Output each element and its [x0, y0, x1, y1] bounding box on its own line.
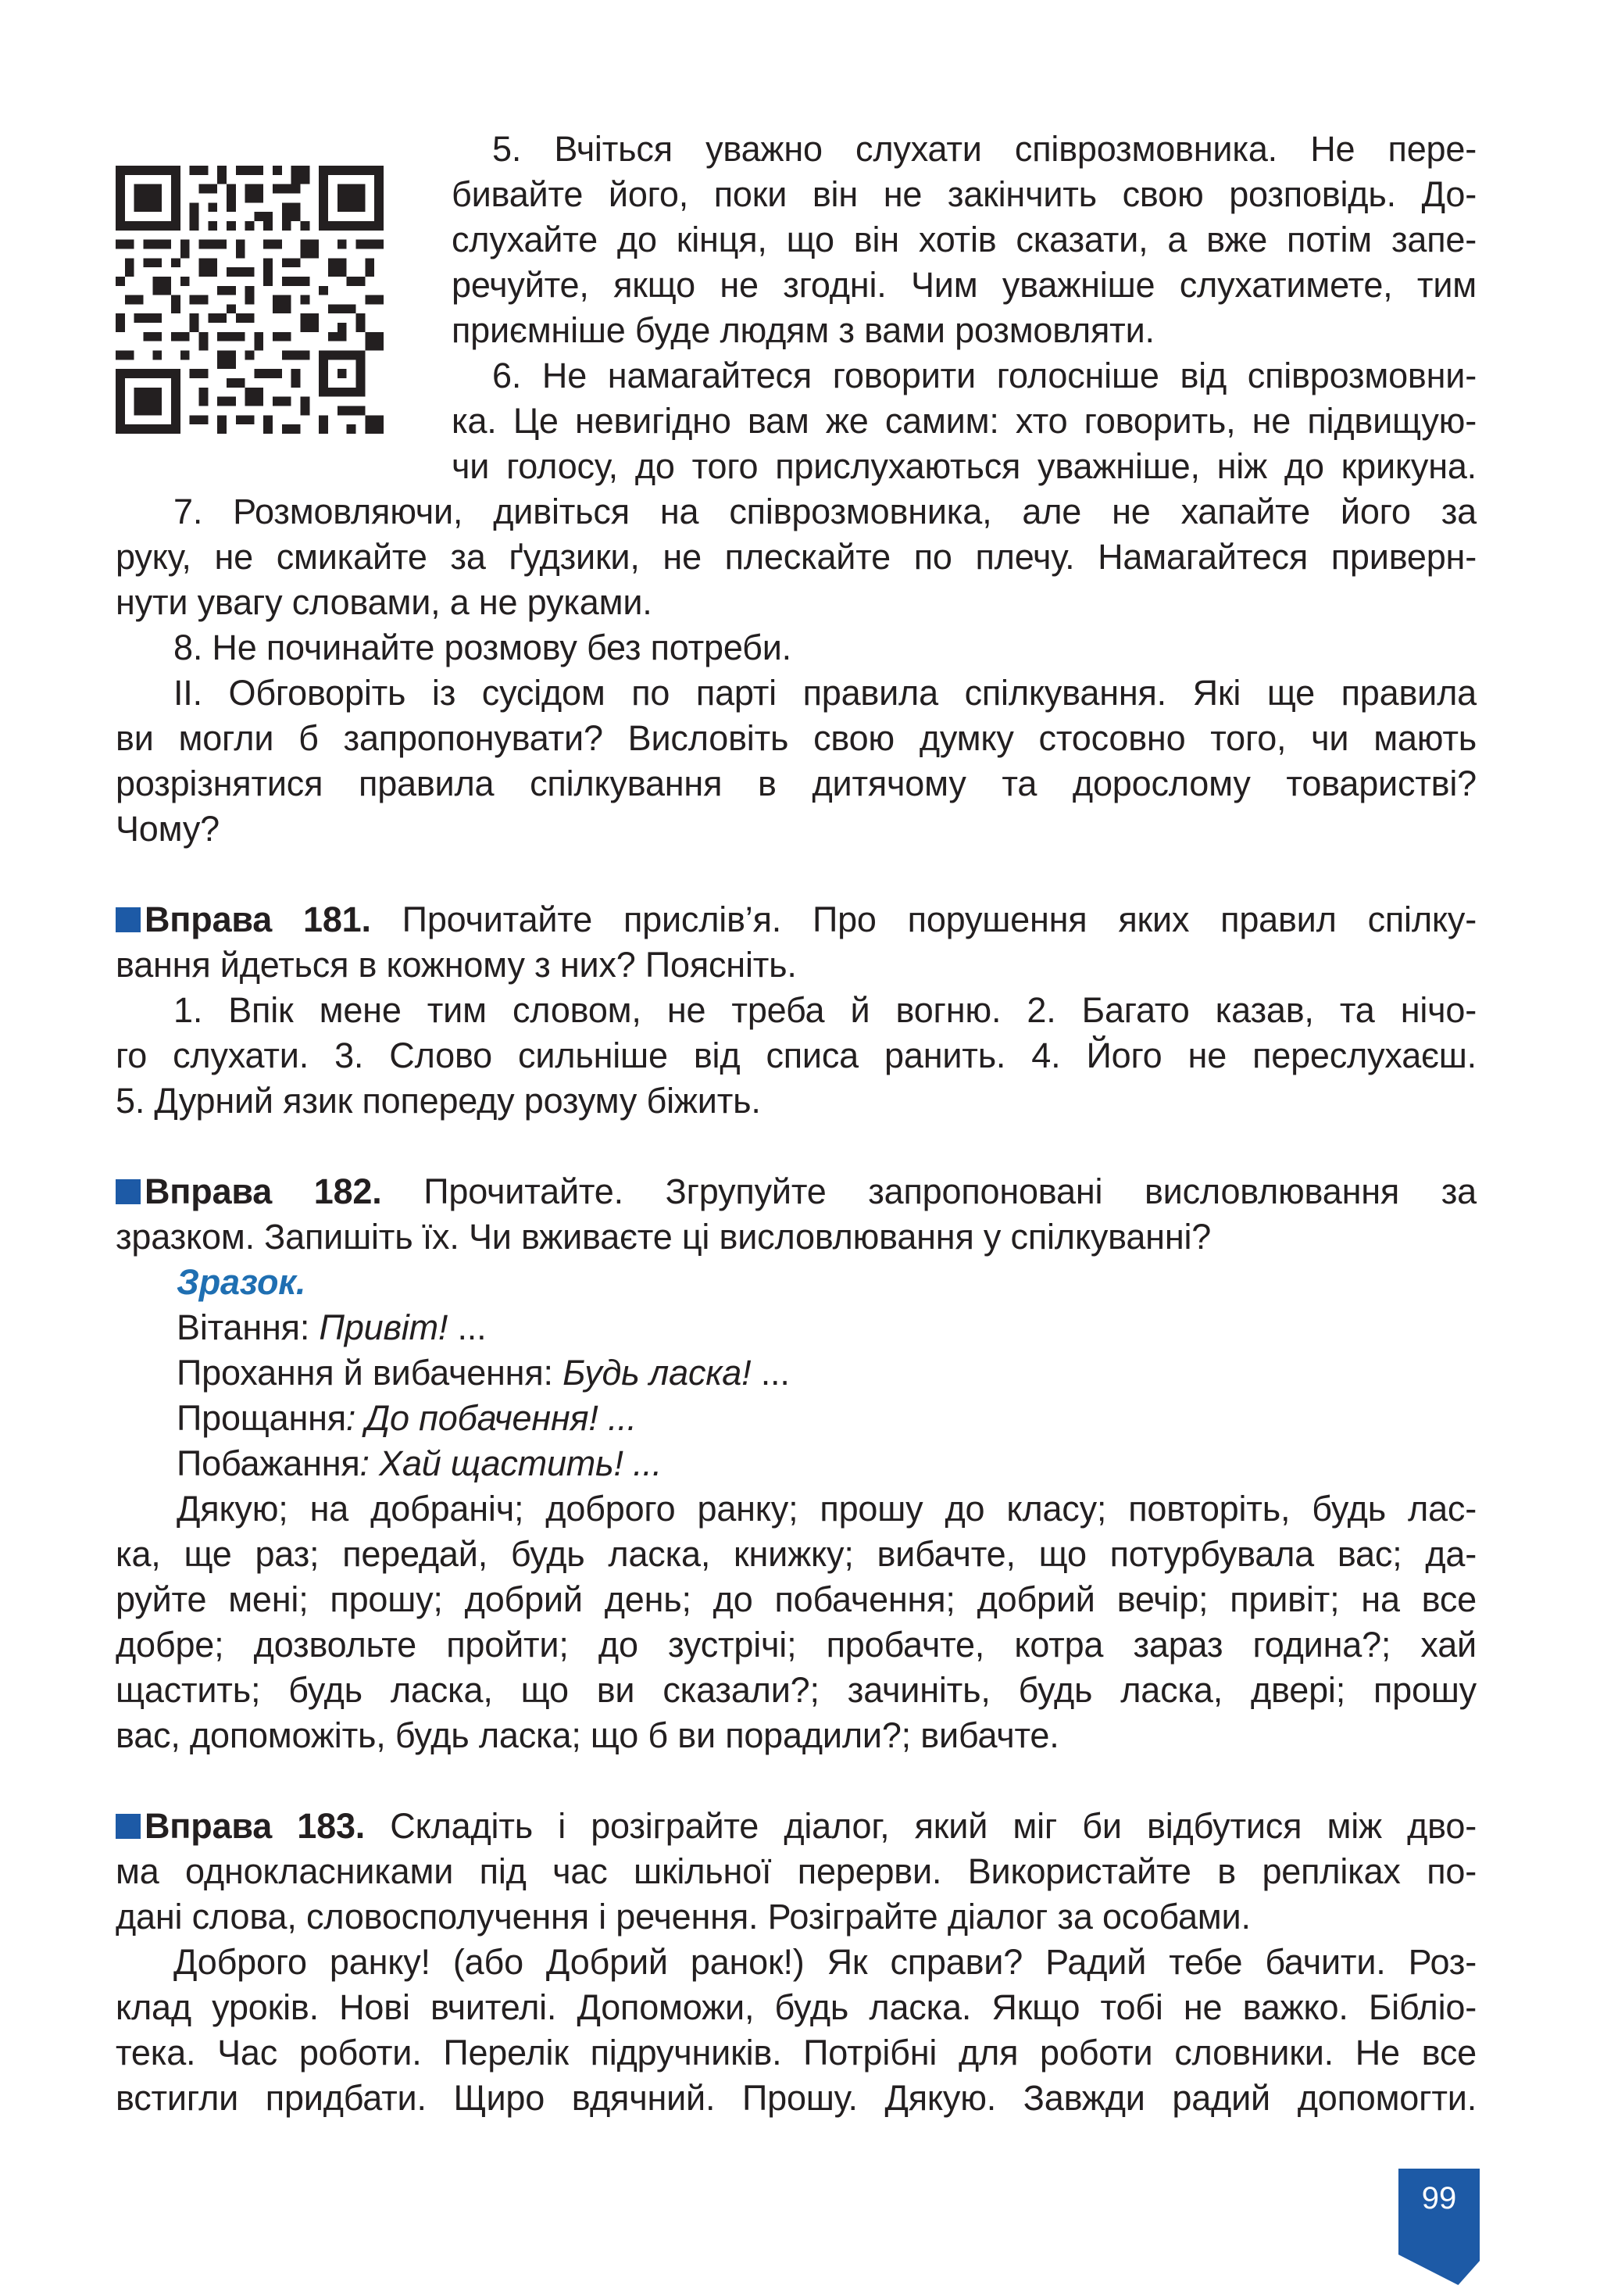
sample-row — [177, 1305, 486, 1350]
exercise-182-heading — [116, 1169, 1477, 1214]
rule-5-line: приємніше буде людям з вами розмовляти. — [452, 310, 1155, 350]
task-2-line: розрізнятися правила спілкування в дитячому та дорослому товаристві? — [116, 764, 1477, 803]
sample-category: Прощання — [177, 1398, 346, 1438]
exercise-182-title: Вправа 182. — [145, 1171, 382, 1211]
rule-6-line: ка. Це невигідно вам же самим: хто говорить, не підвищую- — [452, 401, 1477, 441]
rule-7-line: нути увагу словами, а не руками. — [116, 582, 652, 622]
rule-8: 8. Не починайте розмову без потреби. — [173, 628, 791, 667]
task-2-line: Чому? — [116, 809, 220, 849]
exercise-182-task: Прочитайте. Згрупуйте запропоновані висловлювання за — [381, 1171, 1477, 1211]
exercise-182-task-line: зразком. Запишіть їх. Чи вживаєте ці висловлювання у спілкуванні? — [116, 1217, 1212, 1257]
phrase-list-line: добре; дозвольте пройти; до зустрічі; пробачте, котра зараз година?; хай — [116, 1625, 1477, 1665]
dialog-phrase-line: встигли придбати. Щиро вдячний. Прошу. Дякую. Завжди радий допомогти. — [116, 2078, 1477, 2118]
sample-tail: ... — [448, 1307, 487, 1347]
exercise-183-heading — [116, 1804, 1477, 1849]
page-number: 99 — [1421, 2181, 1457, 2216]
exercise-181-task-line: вання йдеться в кожному з них? Поясніть. — [116, 945, 797, 985]
dialog-phrase-line: клад уроків. Нові вчителі. Допоможи, будь ласка. Якщо тобі не важко. Бібліо- — [116, 1987, 1477, 2027]
square-bullet-icon — [116, 1179, 141, 1204]
sample-example: : Хай щастить! ... — [359, 1443, 662, 1483]
exercise-183-task: Складіть і розіграйте діалог, який міг би відбутися між дво- — [365, 1806, 1477, 1846]
sample-tail: ... — [751, 1353, 790, 1393]
sample-example: : До побачення! ... — [345, 1398, 637, 1438]
sample-category: Побажання — [177, 1443, 360, 1483]
rule-5-line: слухайте до кінця, що він хотів сказати, а вже потім запе- — [452, 220, 1477, 259]
sample-row — [177, 1441, 662, 1486]
proverb-line: го слухати. 3. Слово сильніше від списа ранить. 4. Його не переслухаєш. — [116, 1035, 1477, 1075]
rule-5-line: 5. Вчіться уважно слухати співрозмовника. Не пере- — [492, 129, 1477, 169]
rule-5-line: бивайте його, поки він не закінчить свою розповідь. До- — [452, 174, 1477, 214]
rule-5-line: речуйте, якщо не згодні. Чим уважніше слухатимете, тим — [452, 265, 1477, 305]
phrase-list-line: Дякую; на добраніч; доброго ранку; прошу до класу; повторіть, будь лас- — [177, 1489, 1477, 1529]
task-2-line: ІІ. Обговоріть із сусідом по парті правила спілкування. Які ще правила — [173, 673, 1477, 713]
task-2-line: ви могли б запропонувати? Висловіть свою думку стосовно того, чи мають — [116, 718, 1477, 758]
exercise-183-title: Вправа 183. — [145, 1806, 366, 1846]
sample-category: Прохання й вибачення: — [177, 1353, 563, 1393]
rule-6-line: 6. Не намагайтеся говорити голосніше від співрозмовни- — [492, 356, 1477, 395]
qr-code-icon[interactable] — [116, 166, 384, 434]
proverb-line: 1. Впік мене тим словом, не треба й вогню. 2. Багато казав, та нічо- — [173, 990, 1477, 1030]
phrase-list-line: щастить; будь ласка, що ви сказали?; зачиніть, будь ласка, двері; прошу — [116, 1670, 1477, 1710]
sample-row — [177, 1350, 790, 1396]
square-bullet-icon — [116, 907, 141, 932]
exercise-181-title: Вправа 181. — [145, 899, 371, 939]
dialog-phrase-line: Доброго ранку! (або Добрий ранок!) Як справи? Радий тебе бачити. Роз- — [173, 1942, 1477, 1982]
sample-example: Привіт! — [319, 1307, 448, 1347]
sample-example: Будь ласка! — [562, 1353, 752, 1393]
phrase-list-line: ка, ще раз; передай, будь ласка, книжку; вибачте, що потурбувала вас; да- — [116, 1534, 1477, 1574]
rule-6-line: чи голосу, до того прислухаються уважніше, ніж до крикуна. — [452, 446, 1477, 486]
rule-7-line: 7. Розмовляючи, дивіться на співрозмовника, але не хапайте його за — [173, 492, 1477, 531]
rule-7-line: руку, не смикайте за ґудзики, не плескайте по плечу. Намагайтеся приверн- — [116, 537, 1477, 577]
sample-category: Вітання: — [177, 1307, 320, 1347]
exercise-181-task: Прочитайте прислів’я. Про порушення яких правил спілку- — [370, 899, 1477, 939]
phrase-list-line: вас, допоможіть, будь ласка; що б ви порадили?; вибачте. — [116, 1715, 1059, 1755]
square-bullet-icon — [116, 1814, 141, 1839]
exercise-181-heading — [116, 897, 1477, 942]
sample-row — [177, 1396, 637, 1441]
phrase-list-line: руйте мені; прошу; добрий день; до побачення; добрий вечір; привіт; на все — [116, 1579, 1477, 1619]
exercise-183-task-line: ма однокласниками під час шкільної перерви. Використайте в репліках по- — [116, 1851, 1477, 1891]
sample-label: Зразок. — [177, 1262, 306, 1302]
exercise-183-task-line: дані слова, словосполучення і речення. Розіграйте діалог за особами. — [116, 1897, 1251, 1937]
proverb-line: 5. Дурний язик попереду розуму біжить. — [116, 1081, 761, 1121]
dialog-phrase-line: тека. Час роботи. Перелік підручників. Потрібні для роботи словники. Не все — [116, 2033, 1477, 2072]
